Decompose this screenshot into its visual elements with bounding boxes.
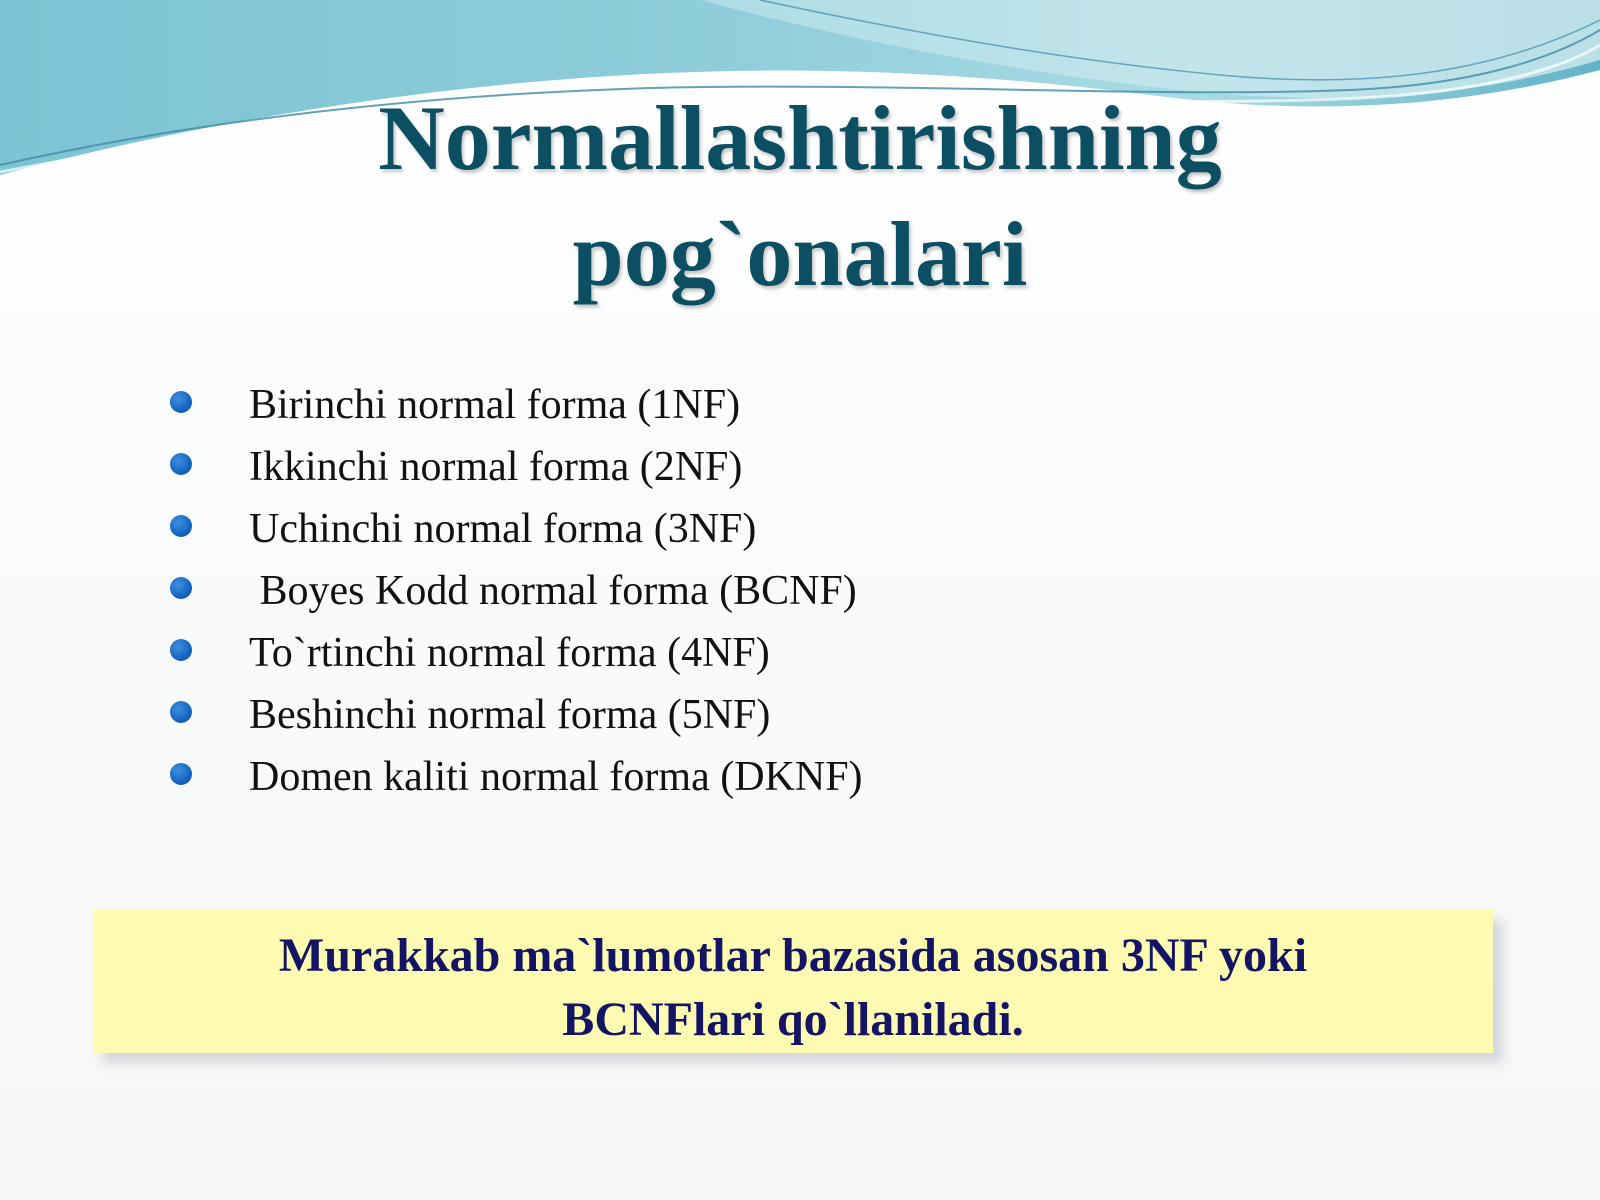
bullet-dot-icon xyxy=(170,701,192,723)
list-item-label: Uchinchi normal forma (3NF) xyxy=(249,506,757,552)
bullet-dot-icon xyxy=(170,763,192,785)
list-item-label: Beshinchi normal forma (5NF) xyxy=(249,692,771,738)
bullet-dot-icon xyxy=(170,391,192,413)
list-item-label: Boyes Kodd normal forma (BCNF) xyxy=(249,568,857,614)
list-item-label: Birinchi normal forma (1NF) xyxy=(249,382,741,428)
title-line-1: Normallashtirishning xyxy=(378,87,1222,189)
bullet-dot-icon xyxy=(170,453,192,475)
slide-title xyxy=(200,80,1400,312)
highlight-note-box xyxy=(93,910,1493,1053)
title-line-2: pog`onalari xyxy=(572,203,1028,305)
bullet-dot-icon xyxy=(170,577,192,599)
note-line-2: BCNFlari qo`llaniladi. xyxy=(562,993,1024,1046)
note-line-1: Murakkab ma`lumotlar bazasida asosan 3NF yoki xyxy=(278,929,1308,982)
list-item-label: To`rtinchi normal forma (4NF) xyxy=(249,630,770,676)
bullet-dot-icon xyxy=(170,515,192,537)
highlight-note-text xyxy=(93,924,1493,1052)
list-item-label: Domen kaliti normal forma (DKNF) xyxy=(249,754,863,800)
list-item-label: Ikkinchi normal forma (2NF) xyxy=(249,444,743,490)
bullet-dot-icon xyxy=(170,639,192,661)
